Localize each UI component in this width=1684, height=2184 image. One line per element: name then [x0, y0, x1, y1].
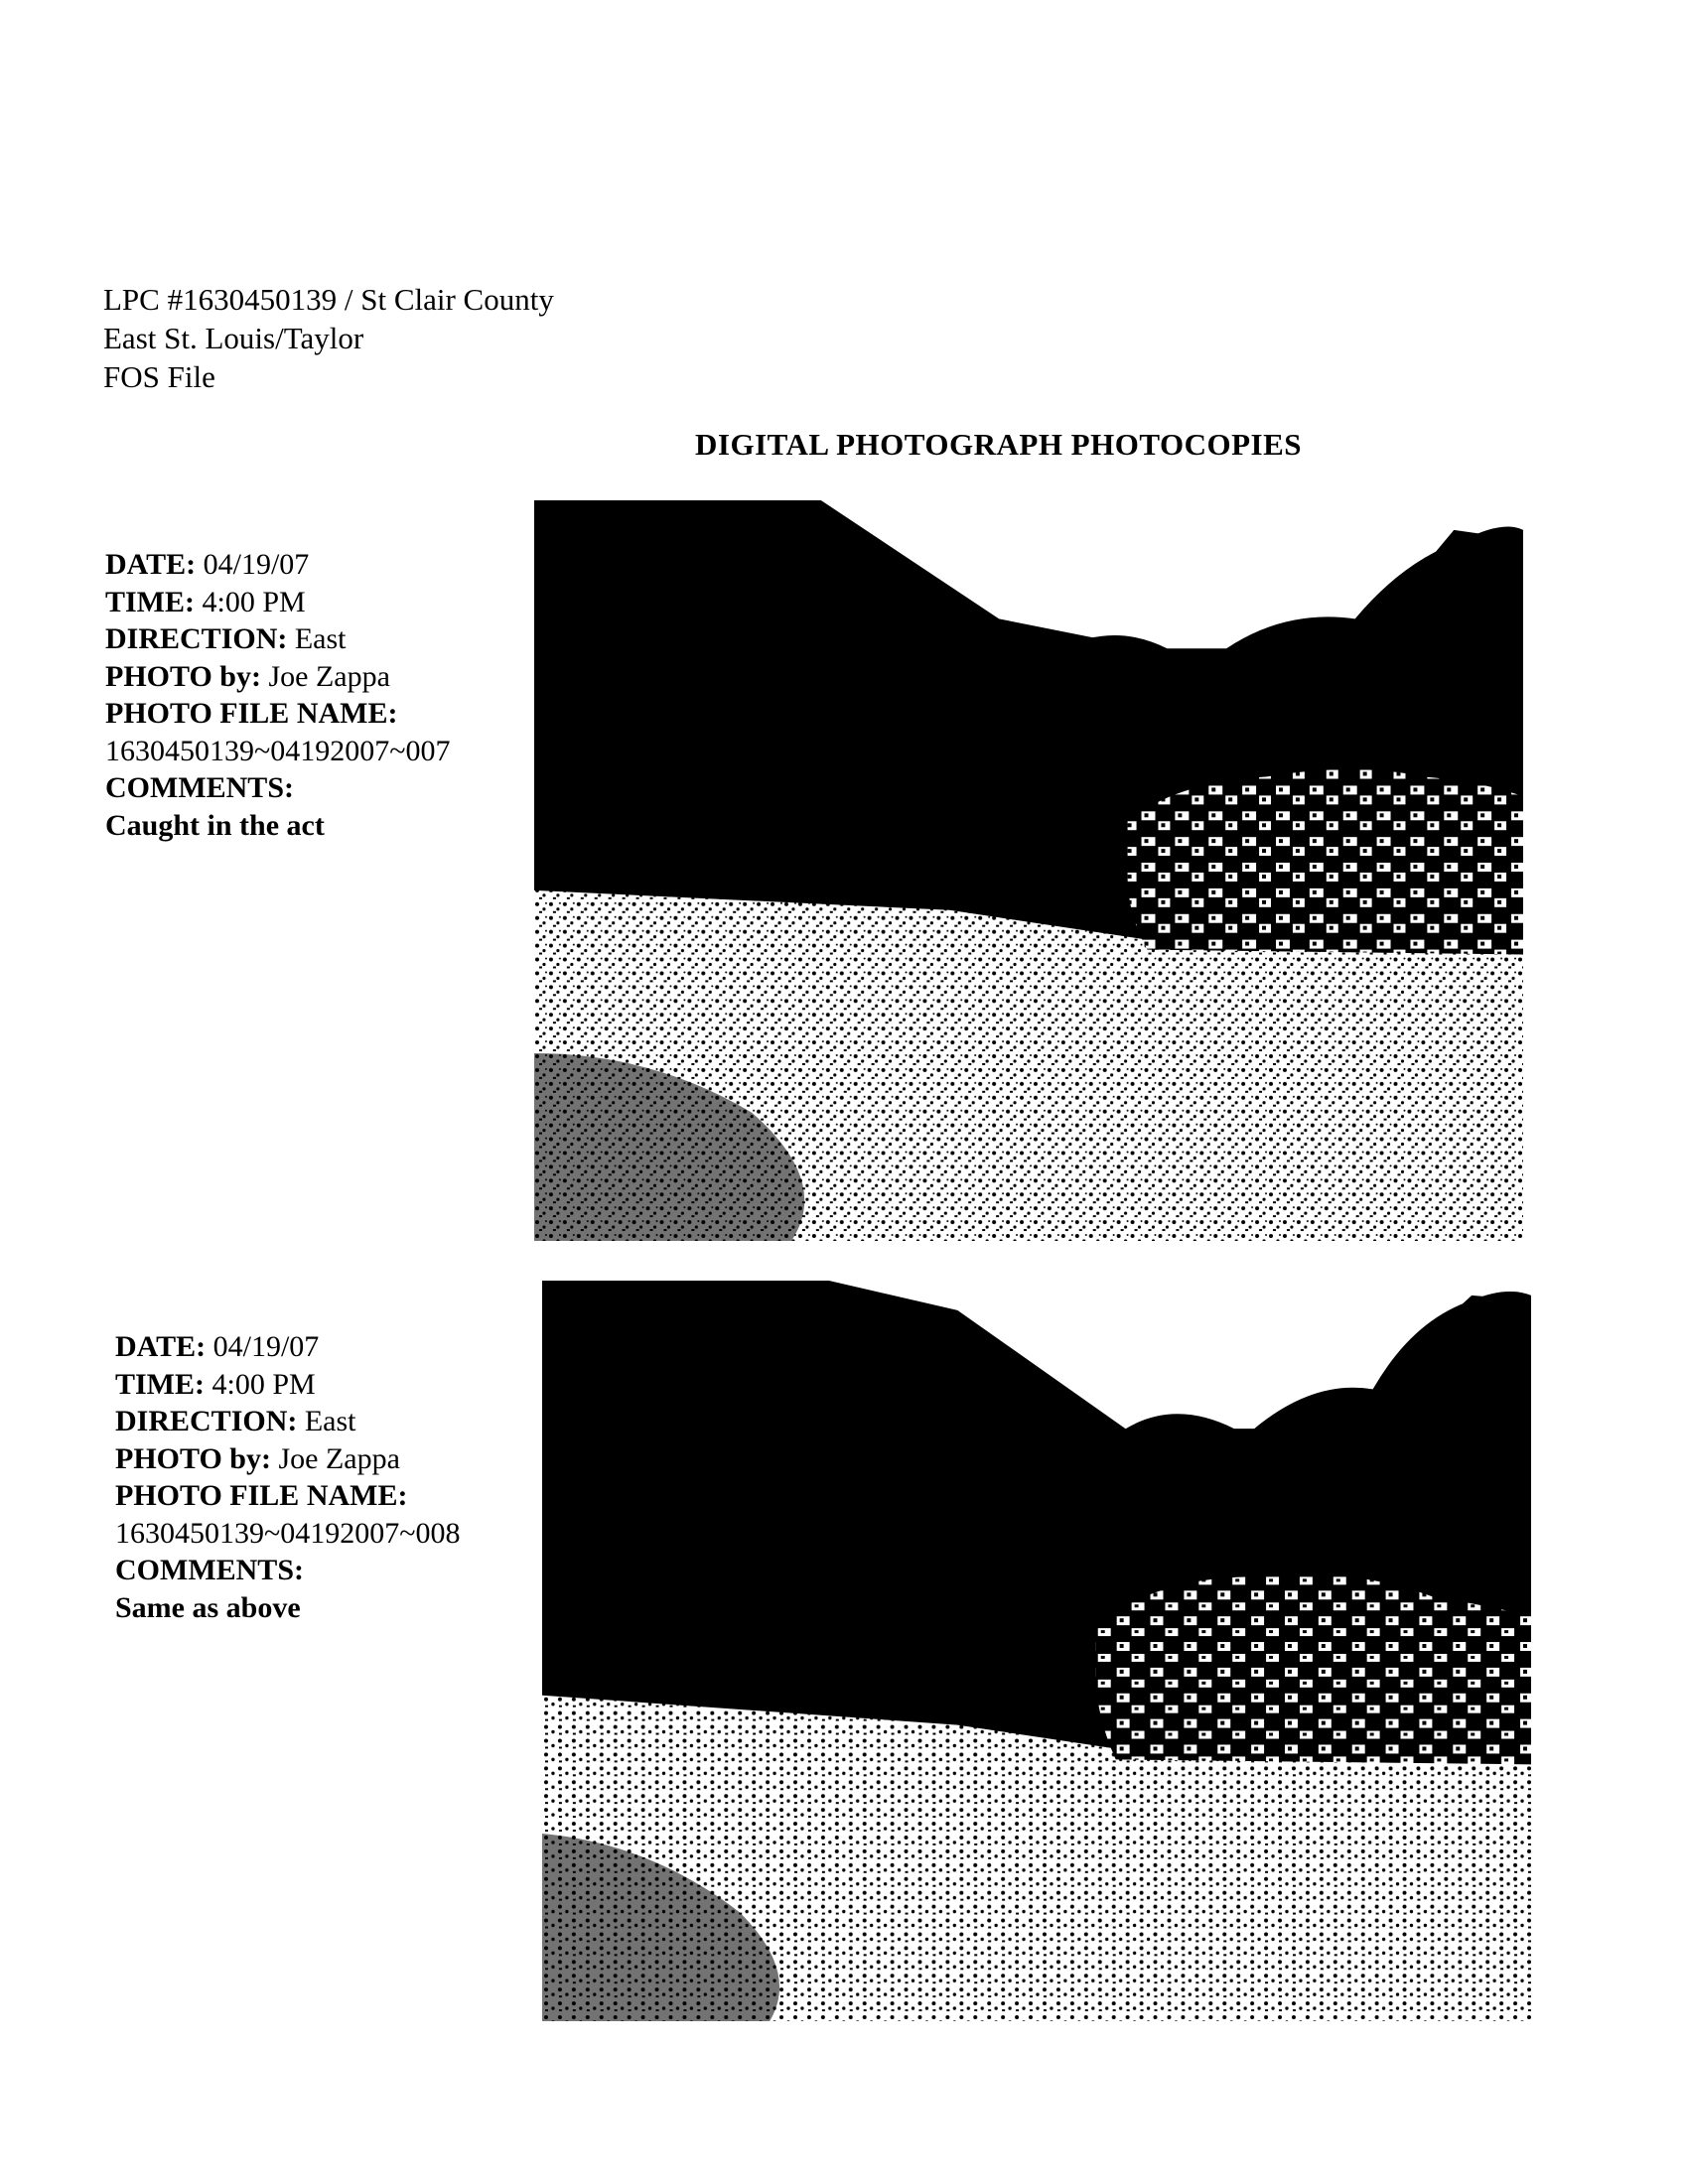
location-line: East St. Louis/Taylor [103, 321, 364, 355]
date-value: 04/19/07 [203, 548, 310, 581]
photo-scene [542, 1281, 1531, 2021]
date-value: 04/19/07 [212, 1330, 320, 1363]
file-line: FOS File [103, 359, 215, 394]
lpc-line: LPC #1630450139 / St Clair County [103, 282, 554, 317]
comments-label: COMMENTS: [115, 1554, 304, 1586]
time-label: TIME: [105, 585, 195, 618]
direction-label: DIRECTION: [115, 1405, 298, 1437]
comments-value: Same as above [115, 1590, 301, 1624]
direction-value: East [304, 1405, 356, 1437]
time-value: 4:00 PM [202, 585, 306, 618]
time-value: 4:00 PM [211, 1367, 316, 1401]
direction-label: DIRECTION: [105, 622, 288, 655]
photo-by-label: PHOTO by: [105, 659, 261, 693]
photo-by-value: Joe Zappa [268, 659, 390, 693]
date-label: DATE: [105, 548, 197, 581]
document-header [103, 280, 554, 396]
page-title: DIGITAL PHOTOGRAPH PHOTOCOPIES [695, 427, 1302, 462]
direction-value: East [294, 622, 347, 655]
photo-1-metadata [105, 546, 450, 844]
photo-by-label: PHOTO by: [115, 1441, 271, 1475]
file-name-label: PHOTO FILE NAME: [115, 1479, 408, 1512]
file-name-value: 1630450139~04192007~008 [115, 1516, 461, 1550]
time-label: TIME: [115, 1367, 205, 1401]
file-name-label: PHOTO FILE NAME: [105, 697, 398, 730]
site-photo-2 [542, 1281, 1531, 2021]
photo-by-value: Joe Zappa [278, 1441, 400, 1475]
file-name-value: 1630450139~04192007~007 [105, 734, 451, 767]
photo-2-metadata [115, 1328, 460, 1626]
comments-value: Caught in the act [105, 808, 325, 842]
site-photo-1 [534, 500, 1523, 1241]
photo-scene [534, 500, 1523, 1241]
date-label: DATE: [115, 1330, 207, 1363]
comments-label: COMMENTS: [105, 771, 294, 804]
